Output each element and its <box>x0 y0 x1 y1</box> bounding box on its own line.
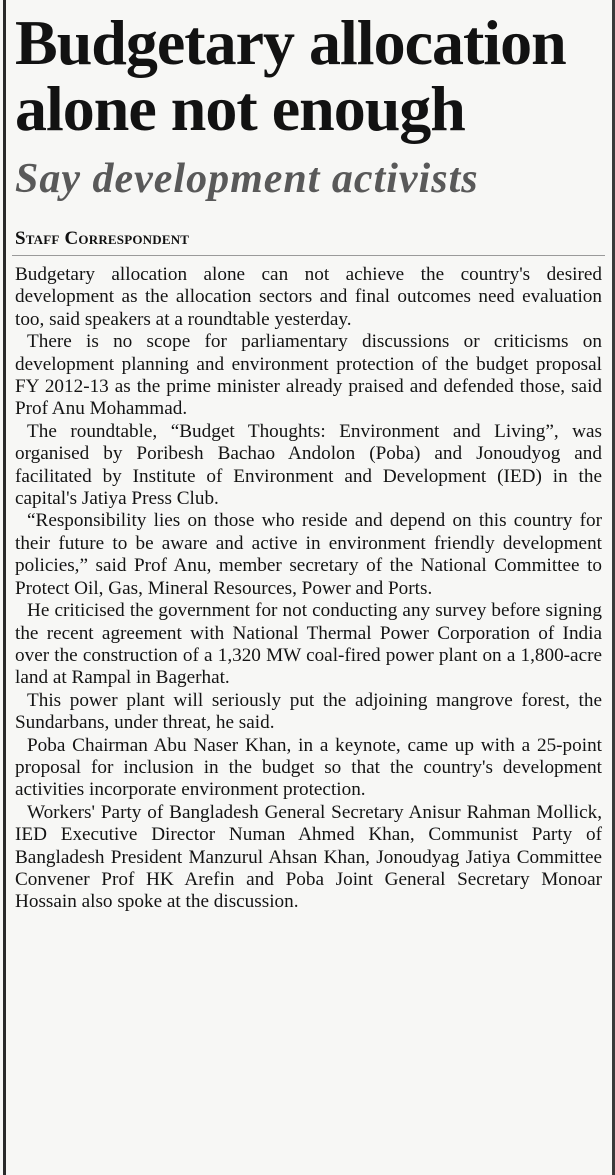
article-body <box>15 264 602 914</box>
paragraph-8: Workers' Party of Bangladesh General Secretary Anisur Rahman Mollick, IED Executive Director Numan Ahmed Khan, Communist Party of Bangladesh President Manzurul Ahsan Khan, Jonoudyag Jatiya Committee Convener Prof HK Arefin and Poba Joint General Secretary Monoar Hossain also spoke at the discussion. <box>15 801 602 913</box>
paragraph-3: The roundtable, “Budget Thoughts: Environment and Living”, was organised by Poribesh Bachao Andolon (Poba) and Jonoudyog and facilitated by Institute of Environment and Development (IED) in the capital's Jatiya Press Club. <box>15 420 602 510</box>
paragraph-4: “Responsibility lies on those who reside and depend on this country for their future to be aware and active in environment friendly development policies,” said Prof Anu, member secretary of the National Committee to Protect Oil, Gas, Mineral Resources, Power and Ports. <box>15 510 602 599</box>
left-column-rule <box>3 0 6 1175</box>
paragraph-6: This power plant will seriously put the adjoining mangrove forest, the Sundarbans, under threat, he said. <box>15 689 602 734</box>
paragraph-7: Poba Chairman Abu Naser Khan, in a keynote, came up with a 25-point proposal for inclusion in the budget so that the country's development activities incorporate environment protection. <box>15 734 602 801</box>
headline: Budgetary allocation alone not enough <box>15 7 566 144</box>
paragraph-2: There is no scope for parliamentary discussions or criticisms on development planning and environment protection of the budget proposal FY 2012-13 as the prime minister already praised and defended those, said Prof Anu Mohammad. <box>15 331 602 420</box>
paragraph-1: Budgetary allocation alone can not achieve the country's desired development as the allocation sectors and final outcomes need evaluation too, said speakers at a roundtable yesterday. <box>15 264 602 330</box>
byline: Staff Correspondent <box>15 228 190 249</box>
subheadline: Say development activists <box>15 156 479 202</box>
paragraph-5: He criticised the government for not conducting any survey before signing the recent agreement with National Thermal Power Corporation of India over the construction of a 1,320 MW coal-fired power plant on a 1,800-acre land at Rampal in Bagerhat. <box>15 600 602 689</box>
byline-divider <box>12 255 605 256</box>
